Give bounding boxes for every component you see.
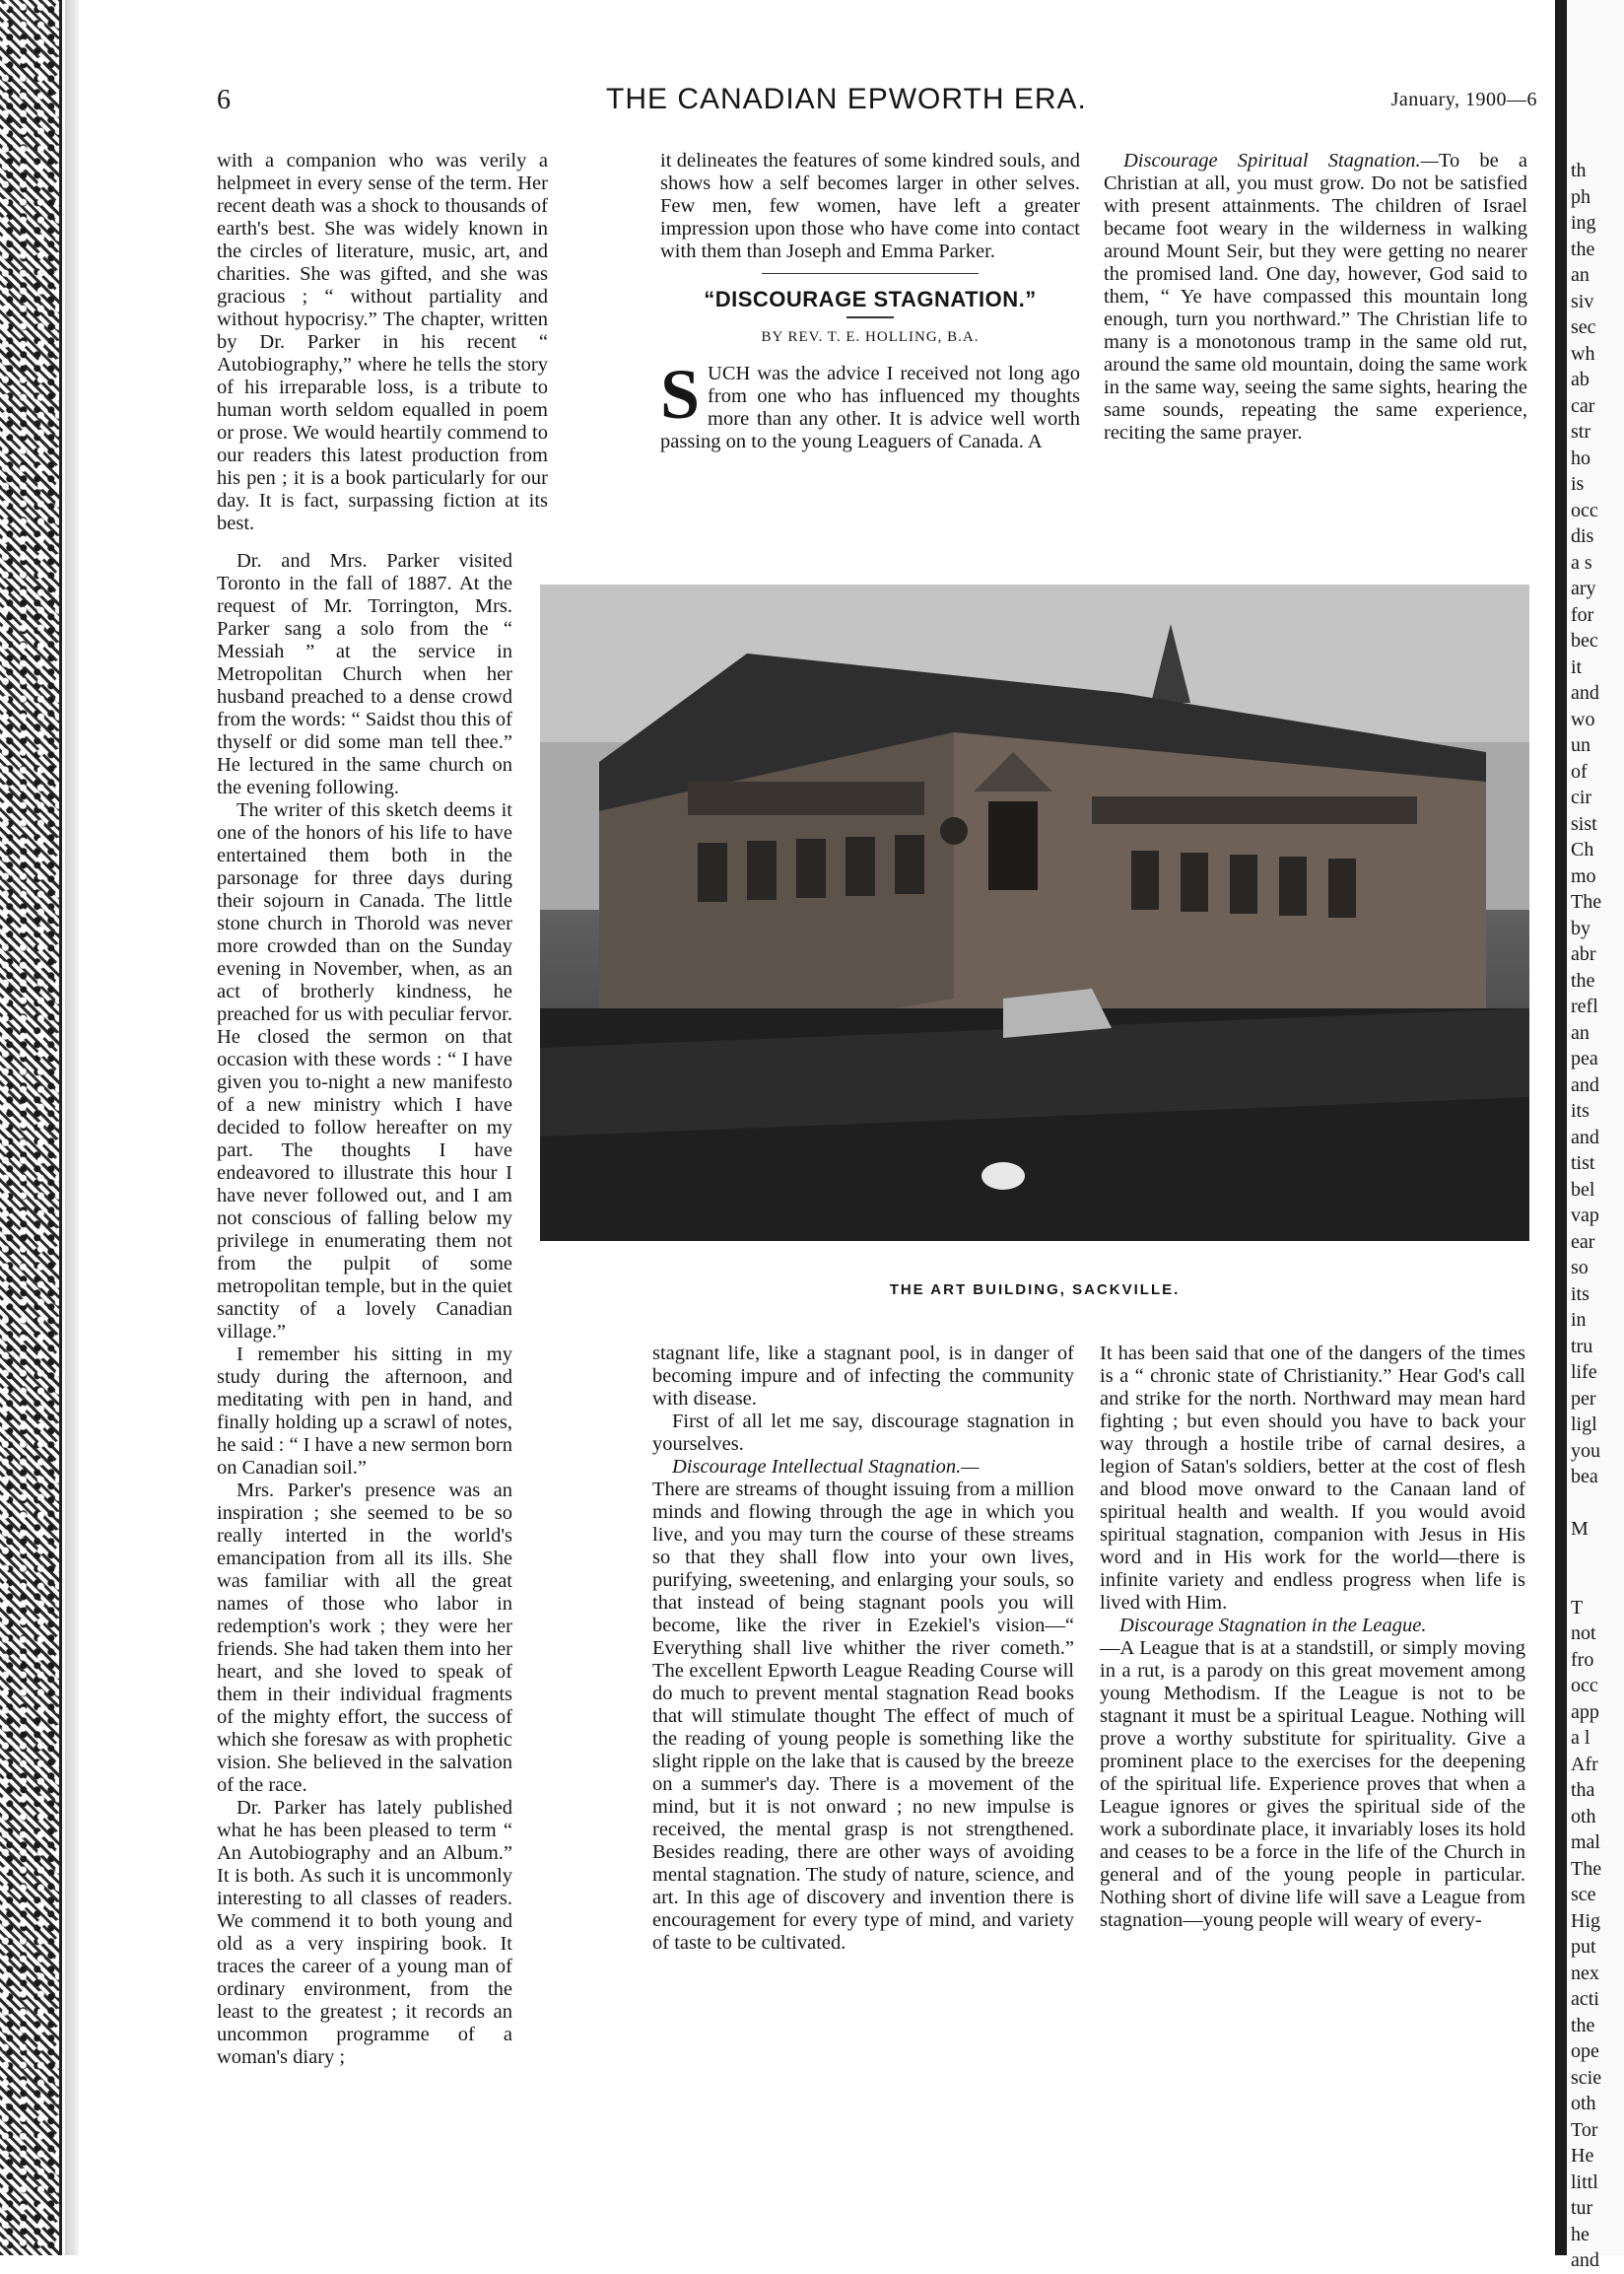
adjacent-page-line: cir (1571, 787, 1592, 808)
running-head (217, 85, 1537, 124)
art-building-illustration (540, 585, 1529, 1241)
paragraph: I remember his sitting in my study during the afternoon, and meditating with pen in hand, and finally holding up a scrawl of notes, he said : “ I have a new sermon born on Canadian soil.” (217, 1344, 512, 1479)
adjacent-page-line: and (1571, 1126, 1599, 1148)
adjacent-page-line: ope (1571, 2040, 1599, 2062)
adjacent-page-line: ing (1571, 212, 1596, 234)
adjacent-page-line: acti (1571, 1988, 1599, 2010)
adjacent-page-lines (1567, 0, 1624, 2274)
adjacent-page-line: car (1571, 394, 1595, 417)
adjacent-page-line: is (1571, 473, 1585, 495)
adjacent-page-line: by (1571, 917, 1590, 939)
adjacent-page-line: fro (1571, 1648, 1594, 1671)
adjacent-page-line: its (1571, 1100, 1590, 1122)
adjacent-page-line: th (1571, 160, 1587, 181)
adjacent-page-line: Tor (1571, 2118, 1598, 2141)
adjacent-page-line: mal (1571, 1831, 1600, 1853)
decorative-border (0, 0, 62, 2255)
adjacent-page-line: tha (1571, 1779, 1595, 1801)
adjacent-page-line: tru (1571, 1335, 1593, 1357)
divider (846, 316, 894, 318)
adjacent-page-line: ear (1571, 1230, 1595, 1253)
adjacent-page-line: un (1571, 734, 1590, 756)
adjacent-page-line: littl (1571, 2171, 1598, 2193)
paragraph (1100, 1615, 1525, 1637)
adjacent-page-line: dis (1571, 525, 1594, 547)
adjacent-page-line: pea (1571, 1048, 1598, 1069)
adjacent-page-line: oth (1571, 2093, 1596, 2114)
adjacent-page-line: bec (1571, 630, 1598, 652)
page-gutter (65, 0, 79, 2255)
page-edge-shadow (1555, 0, 1567, 2255)
adjacent-page-line (1571, 1490, 1624, 1517)
adjacent-page-line: an (1571, 264, 1590, 286)
adjacent-page-line: vap (1571, 1205, 1599, 1226)
column-1-narrow (217, 550, 512, 2069)
photo-caption: THE ART BUILDING, SACKVILLE. (889, 1281, 1181, 1298)
paragraph: The writer of this sketch deems it one of the honors of his life to have entertained them both in the parsonage for three days during their sojourn in Canada. The little stone church in Thorold was never more crowded than on the Sunday evening in November, when, as an act of brotherly kindness, he preached for us with peculiar fervor. He closed the sermon on that occasion with these words : “ I have given you to-night a new manifesto of a new ministry which I have decided to follow hereafter on my part. The thoughts I have endeavored to illustrate this hour I have never followed out, and I am not conscious of falling below my privilege in enumerating them not from the pulpit of some metropolitan temple, but in the quiet sanctity of a lovely Canadian village.” (217, 799, 512, 1343)
adjacent-page-line: so (1571, 1257, 1589, 1278)
adjacent-page-line: the (1571, 969, 1595, 992)
subhead: Discourage Stagnation in the League. (1119, 1615, 1427, 1636)
adjacent-page-line: per (1571, 1387, 1596, 1410)
adjacent-page-line: you (1571, 1439, 1600, 1462)
adjacent-page-line: and (1571, 2249, 1599, 2271)
adjacent-page-line: Ch (1571, 839, 1594, 861)
column-2-top (660, 150, 1080, 453)
adjacent-page-line: siv (1571, 290, 1594, 312)
paragraph: Dr. and Mrs. Parker visited Toronto in the fall of 1887. At the request of Mr. Torrington, Mrs. Parker sang a solo from the “ Messiah ” at the service in Metropolitan Church when her husband preached to a dense crowd from the words: “ Saidst thou this of thyself or did some man tell thee.” He lectured in the same church on the evening following. (217, 550, 512, 798)
adjacent-page-line: he (1571, 2223, 1590, 2245)
adjacent-page-line: wo (1571, 708, 1595, 730)
adjacent-page-line: occ (1571, 1675, 1598, 1696)
column-1 (217, 150, 548, 535)
adjacent-page-line: ph (1571, 185, 1590, 208)
journal-title: THE CANADIAN EPWORTH ERA. (606, 83, 1087, 115)
subhead: Discourage Spiritual Stagnation.— (1123, 150, 1439, 172)
paragraph: First of all let me say, discourage stagnation in yourselves. (652, 1411, 1074, 1455)
adjacent-page-line: tist (1571, 1152, 1595, 1174)
column-3-bottom (1100, 1343, 1525, 1932)
adjacent-page-line: scie (1571, 2066, 1602, 2089)
adjacent-page-line: for (1571, 603, 1594, 626)
drop-cap: S (660, 355, 701, 434)
issue-date: January, 1900—6 (1390, 89, 1537, 110)
adjacent-page-line: Afr (1571, 1753, 1598, 1775)
paragraph: There are streams of thought issuing from a million minds and flowing through the age in which you live, and you may turn the course of these streams so that they shall flow into your own lives, purifying, sweetening, and enlarging your souls, so that instead of being stagnant pools you will become, like the river in Ezekiel's vision—“ Everything shall live whither the river cometh.” The excellent Epworth League Reading Course will do much to prevent mental stagnation Read books that will stimulate thought The effect of much of the reading of young people is something like the slight ripple on the lake that is caused by the breeze on a summer's day. There is a movement of the mind, but it is not onward ; no new impulse is received, the mental grasp is not strengthened. Besides reading, there are other ways of avoiding mental stagnation. The study of nature, science, and art. In this age of discovery and invention there is encouragement for every type of mind, and variety of taste to be cultivated. (652, 1479, 1074, 1954)
divider (762, 273, 979, 274)
adjacent-page-line: refl (1571, 996, 1598, 1017)
adjacent-page-line: an (1571, 1021, 1590, 1044)
adjacent-page-line: ab (1571, 369, 1590, 390)
adjacent-page-line: Hig (1571, 1909, 1600, 1932)
adjacent-page-line (1571, 1568, 1624, 1595)
article-title: “DISCOURAGE STAGNATION.” (704, 287, 1037, 311)
column-3-top (1104, 150, 1527, 445)
adjacent-page-line: The (1571, 891, 1602, 913)
adjacent-page-line: it (1571, 655, 1583, 678)
adjacent-page-line: and (1571, 1073, 1599, 1096)
adjacent-page-line: the (1571, 238, 1595, 260)
adjacent-page-line: its (1571, 1282, 1590, 1305)
adjacent-page-line: str (1571, 421, 1590, 443)
paragraph: Dr. Parker has lately published what he has been pleased to term “ An Autobiography and an Album.” It is both. As such it is uncommonly interesting to all classes of readers. We commend it to both young and old as a very inspiring book. It traces the career of a young man of ordinary environment, from the least to the greatest ; it records an uncommon programme of a woman's diary ; (217, 1797, 512, 2068)
adjacent-page-line: a l (1571, 1727, 1590, 1749)
adjacent-page-line: sce (1571, 1884, 1596, 1905)
paragraph: Discourage Spiritual Stagnation.—To be a Christian at all, you must grow. Do not be satisfied with present attainments. The children of Israel became foot weary in the wilderness in walking around Mount Seir, but they were getting no nearer the promised land. One day, however, God said to them, “ Ye have compassed this mountain long enough, turn you northward.” The Christian life to many is a monotonous tramp in the same old rut, around the same old mountain, doing the same work in the same way, seeing the same sights, hearing the same sounds, repeating the same experience, reciting the same prayer. (1104, 150, 1527, 444)
adjacent-page-line: wh (1571, 342, 1595, 365)
adjacent-page-line (1571, 1543, 1624, 1569)
adjacent-page-line: He (1571, 2145, 1594, 2167)
byline: BY REV. T. E. HOLLING, B.A. (761, 329, 980, 345)
adjacent-page-line: a s (1571, 551, 1592, 574)
adjacent-page-line: put (1571, 1936, 1596, 1958)
adjacent-page-line: in (1571, 1309, 1587, 1331)
adjacent-page-line: the (1571, 2014, 1595, 2036)
adjacent-page-line: sist (1571, 812, 1597, 835)
paragraph: it delineates the features of some kindred souls, and shows how a self becomes larger in other selves. Few men, few women, have left a greater impression upon those who have come into contact with them than Joseph and Emma Parker. (660, 150, 1080, 262)
adjacent-page-line: life (1571, 1361, 1597, 1383)
paragraph: —A League that is at a standstill, or simply moving in a rut, is a parody on this great movement among young Methodism. If the League is not to be stagnant it must be a spiritual League. Nothing will prove a worthy substitute for spirituality. Give a prominent place to the exercises for the deepening of the spiritual life. Experience proves that when a League ignores or gives the spiritual side of the work a subordinate place, it invariably loses its hold and ceases to be a force in the life of the Church in general and of the young people in particular. Nothing short of divine life will save a League from stagnation—young people will weary of every- (1100, 1637, 1525, 1931)
adjacent-page-line: T (1571, 1596, 1584, 1619)
paragraph: Mrs. Parker's presence was an inspiration ; she seemed to be so really interted in the world's emancipation from all its ills. She was familiar with all the great names of those who labor in redemption's work ; they were her friends. She had taken them into her heart, and she loved to speak of them in their individual fragments of the mighty effort, the success of which she foresaw as with prophetic vision. She believed in the salvation of the race. (217, 1480, 512, 1796)
adjacent-page-line: app (1571, 1700, 1599, 1723)
adjacent-page-line: bea (1571, 1466, 1598, 1487)
adjacent-page-line: nex (1571, 1962, 1599, 1984)
adjacent-page-line: M (1571, 1518, 1589, 1540)
adjacent-page-line: and (1571, 682, 1599, 704)
adjacent-page-line: of (1571, 760, 1588, 783)
paragraph: It has been said that one of the dangers of the times is a “ chronic state of Christianity.” Hear God's call and strike for the north. Northward may mean hard fighting ; but even should you have to back your way through a hostile tribe of carnal desires, a legion of Satan's soldiers, better at the cost of flesh and blood move onward to the Canaan land of spiritual health and wealth. If you would avoid spiritual stagnation, companion with Jesus in His word and in His work for the world—there is infinite variety and endless progress when life is lived with Him. (1100, 1343, 1525, 1614)
art-building-photo (540, 585, 1529, 1241)
opening-paragraph: SUCH was the advice I received not long ago from one who has influenced my thoughts more than any other. It is advice well worth passing on to the young Leaguers of Canada. A (660, 355, 1080, 452)
adjacent-page-line: not (1571, 1622, 1596, 1644)
adjacent-page-line: abr (1571, 943, 1596, 965)
adjacent-page-line: occ (1571, 499, 1598, 521)
adjacent-page-line: bel (1571, 1178, 1595, 1201)
adjacent-page-line: The (1571, 1857, 1602, 1880)
page-number: 6 (217, 85, 231, 115)
adjacent-page-line: oth (1571, 1805, 1596, 1827)
adjacent-page-line: ligl (1571, 1413, 1597, 1435)
subhead: Discourage Intellectual Stagnation.— (672, 1456, 980, 1478)
paragraph (652, 1456, 1074, 1479)
paragraph: with a companion who was verily a helpmeet in every sense of the term. Her recent death was a shock to thousands of earth's best. She was widely known in the circles of literature, music, art, and charities. She was gifted, and she was gracious ; “ without partiality and without hypocrisy.” The chapter, written by Dr. Parker in his recent “ Autobiography,” where he tells the story of his irreparable loss, is a tribute to human worth seldom equalled in poem or prose. We would heartily commend to our readers this latest production from his pen ; it is a book particularly for our day. It is fact, surpassing fiction at its best. (217, 150, 548, 534)
adjacent-page-line: ho (1571, 447, 1590, 469)
adjacent-page-line: tur (1571, 2197, 1593, 2219)
paragraph: stagnant life, like a stagnant pool, is in danger of becoming impure and of infecting the community with disease. (652, 1343, 1074, 1410)
adjacent-page-line: sec (1571, 316, 1596, 338)
adjacent-page-line: mo (1571, 864, 1596, 887)
adjacent-page-line: ary (1571, 578, 1596, 599)
column-2-bottom (652, 1343, 1074, 1955)
adjacent-page-fragment (1567, 0, 1624, 2271)
